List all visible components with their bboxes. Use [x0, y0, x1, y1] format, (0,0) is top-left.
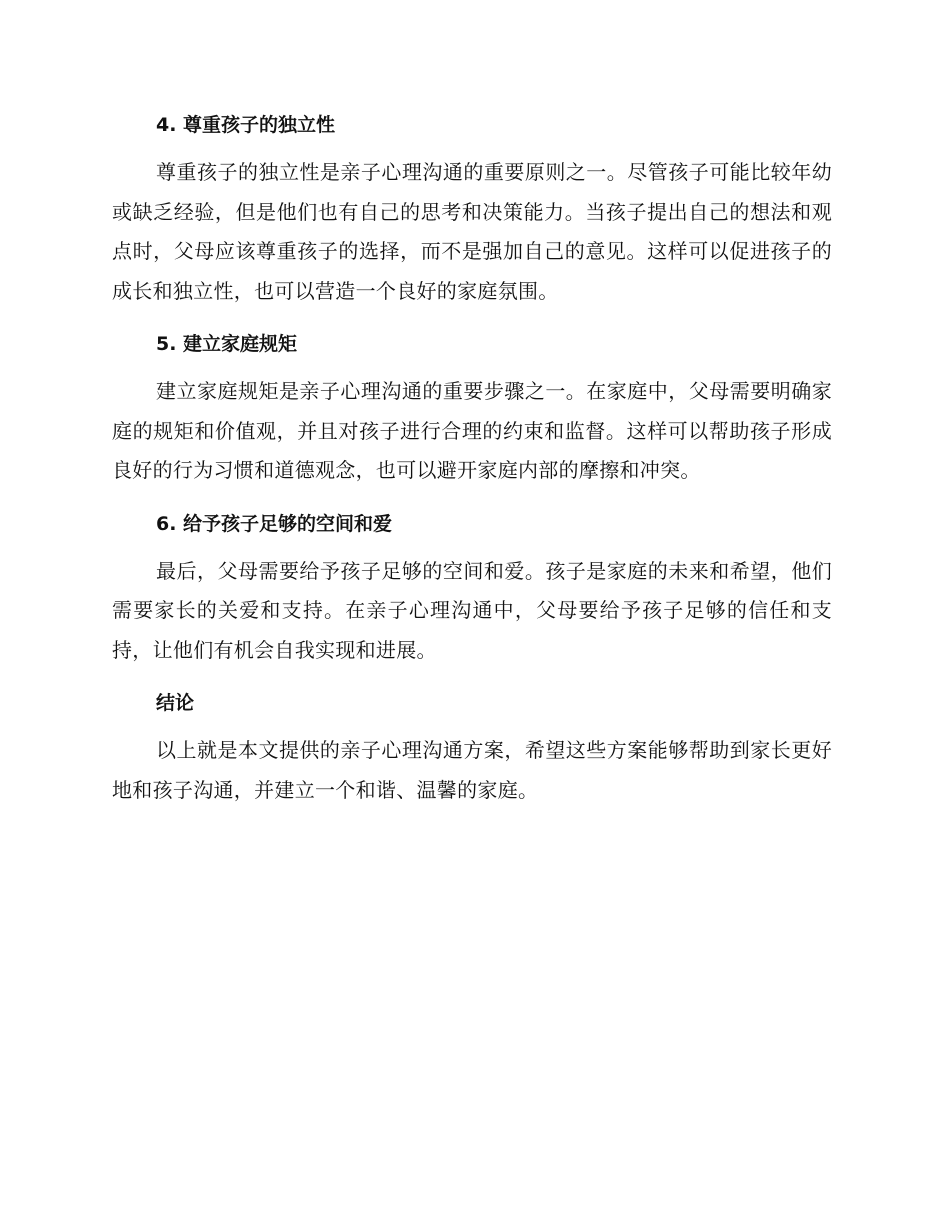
section-space-and-love: [112, 507, 832, 671]
section-family-rules: [112, 327, 832, 491]
section-respect-independence: [112, 108, 832, 311]
section-paragraph: 建立家庭规矩是亲子心理沟通的重要步骤之一。在家庭中，父母需要明确家庭的规矩和价值观，并且对孩子进行合理的约束和监督。这样可以帮助孩子形成良好的行为习惯和道德观念，也可以避开家庭内部的摩擦和冲突。: [112, 379, 832, 482]
document-body: [112, 108, 832, 826]
section-heading: 结论: [156, 692, 195, 714]
section-heading: 5. 建立家庭规矩: [156, 333, 298, 355]
section-conclusion: [112, 686, 832, 810]
section-paragraph: 最后，父母需要给予孩子足够的空间和爱。孩子是家庭的未来和希望，他们需要家长的关爱和支持。在亲子心理沟通中，父母要给予孩子足够的信任和支持，让他们有机会自我实现和进展。: [112, 558, 832, 662]
section-heading: 6. 给予孩子足够的空间和爱: [156, 512, 393, 535]
section-paragraph: 尊重孩子的独立性是亲子心理沟通的重要原则之一。尽管孩子可能比较年幼或缺乏经验，但是他们也有自己的思考和决策能力。当孩子提出自己的想法和观点时，父母应该尊重孩子的选择，而不是强加自己的意见。这样可以促进孩子的成长和独立性，也可以营造一个良好的家庭氛围。: [112, 160, 832, 303]
section-paragraph: 以上就是本文提供的亲子心理沟通方案，希望这些方案能够帮助到家长更好地和孩子沟通，并建立一个和谐、温馨的家庭。: [112, 738, 832, 802]
section-heading: 4. 尊重孩子的独立性: [156, 114, 336, 136]
